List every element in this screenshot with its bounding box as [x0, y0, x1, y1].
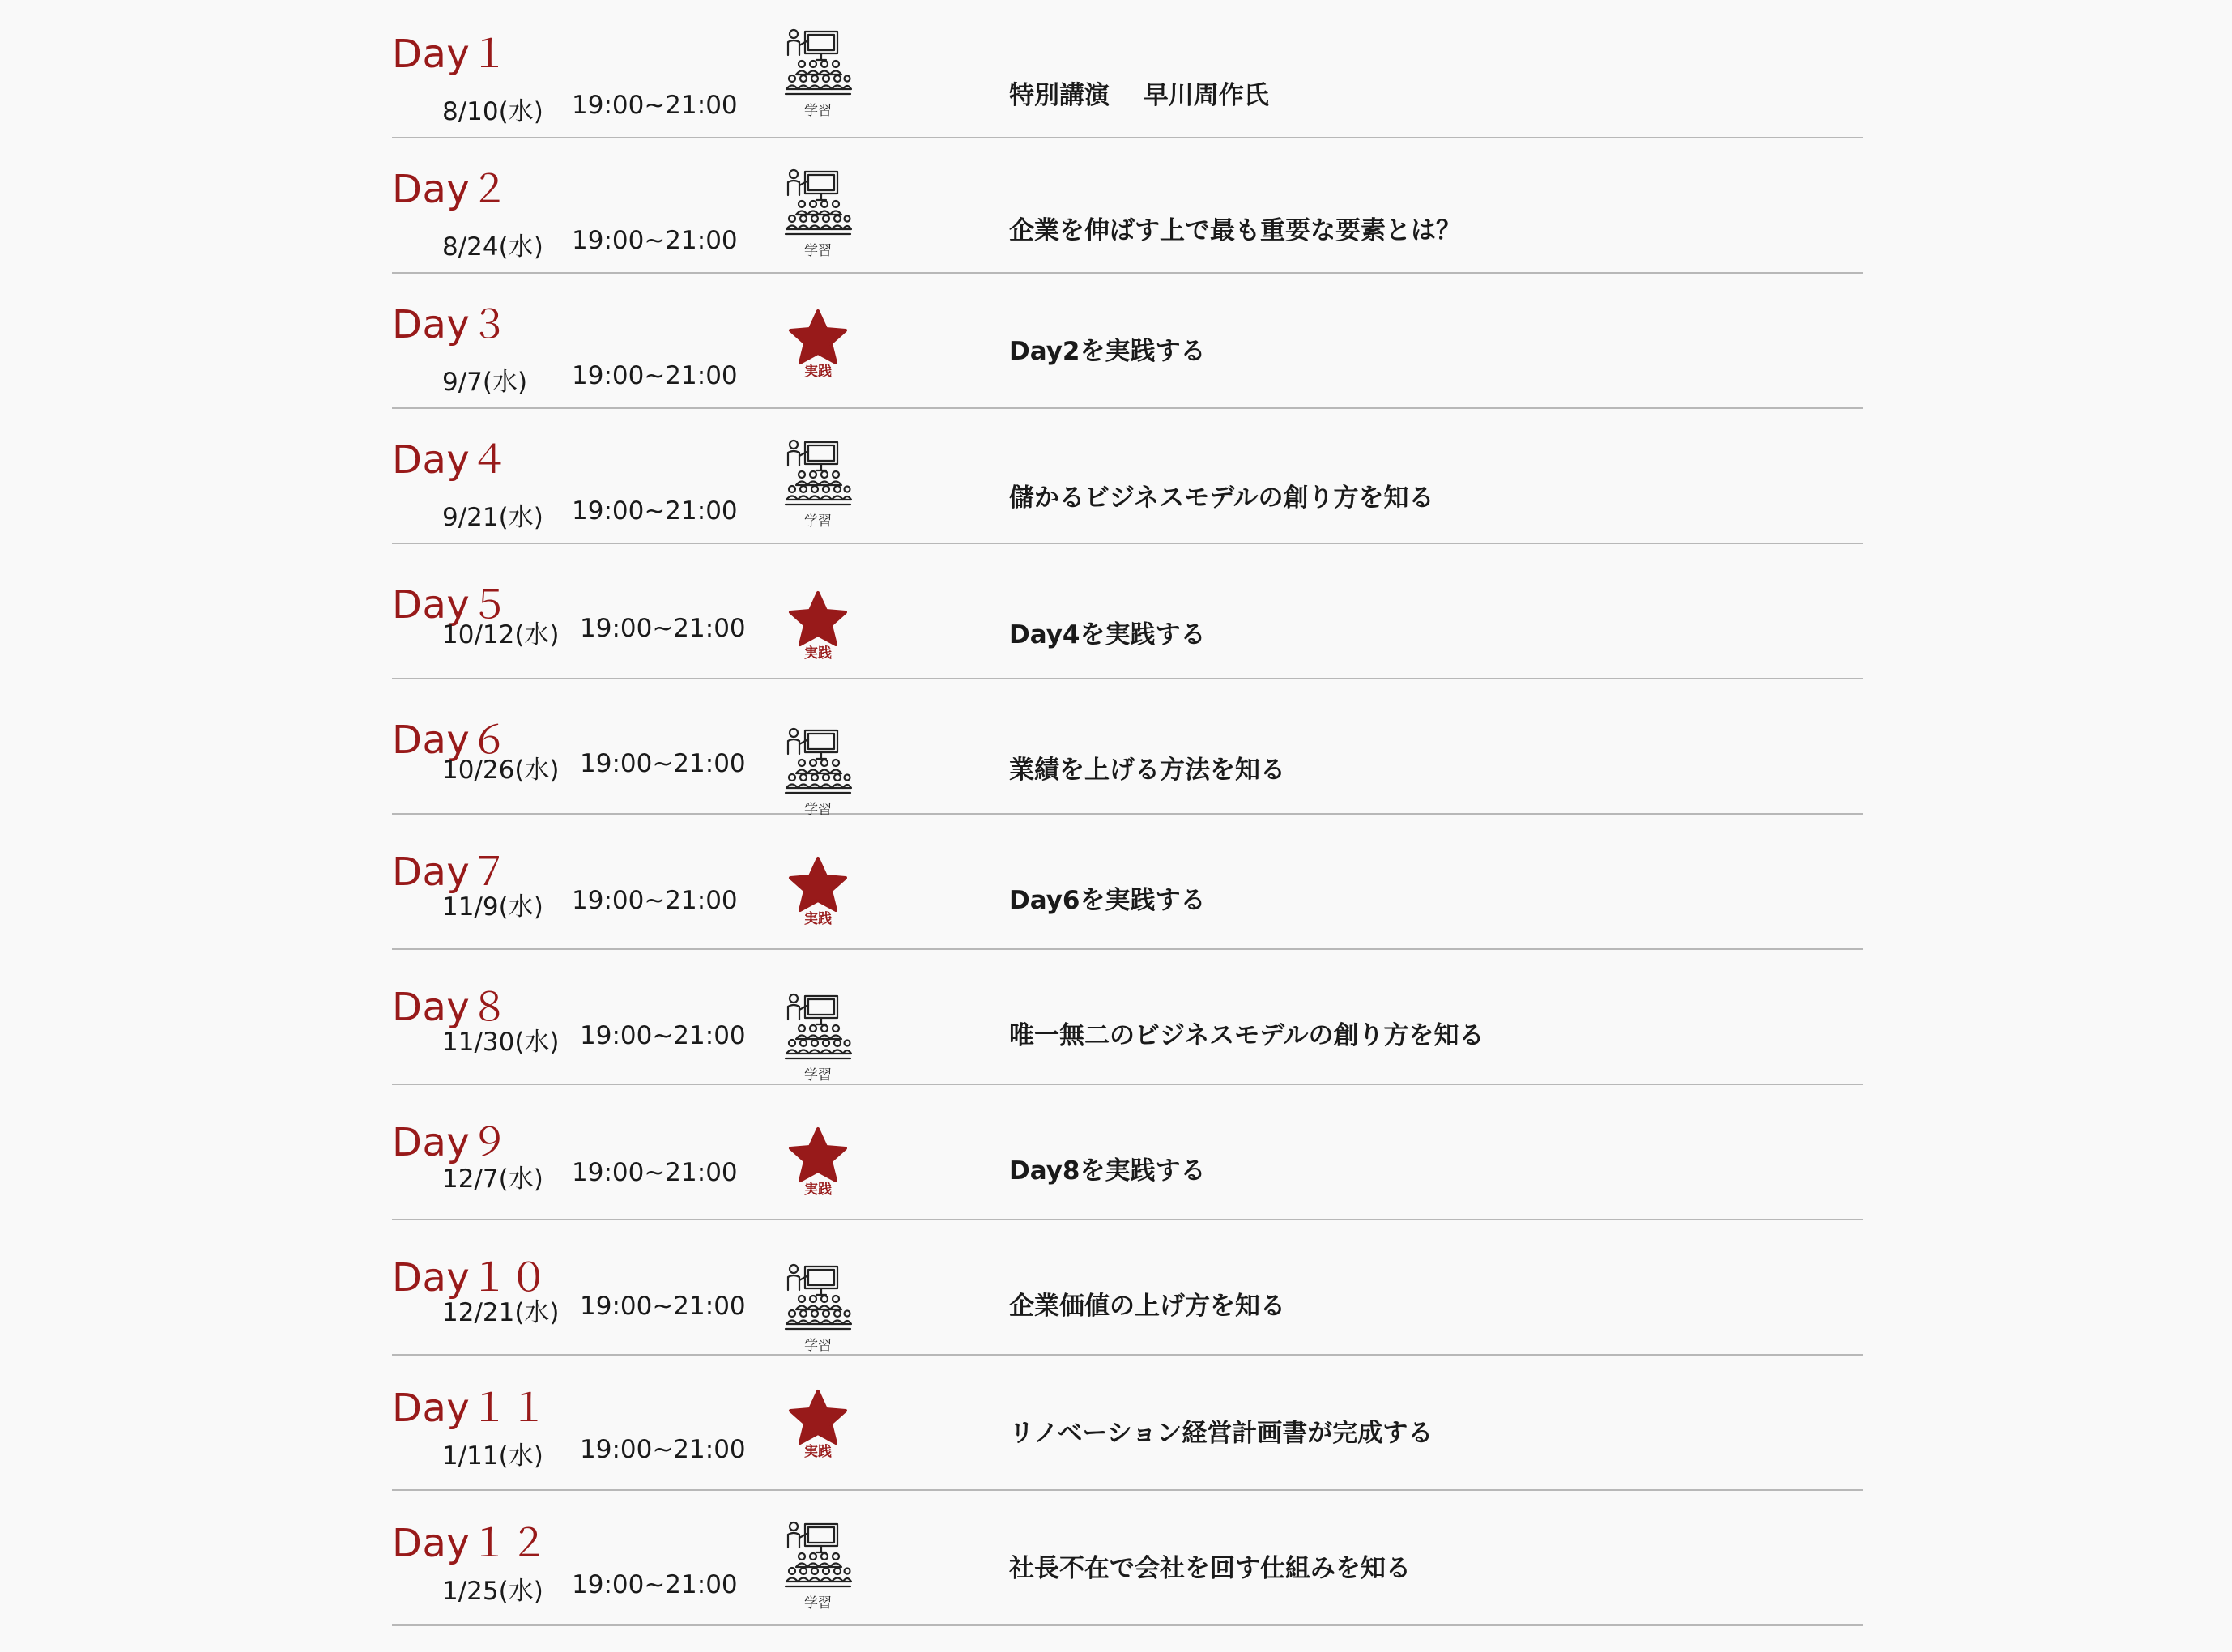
session-topic: 社長不在で会社を回す仕組みを知る [1009, 1554, 1411, 1583]
session-date: 11/30(水) [442, 1028, 560, 1057]
day-title: Day８ [392, 985, 509, 1030]
session-topic: 企業価値の上げ方を知る [1009, 1292, 1285, 1321]
lecture-icon [784, 168, 852, 263]
day-title: Day２ [392, 167, 509, 212]
session-row-3 [392, 274, 1863, 409]
session-topic: Day6を実践する [1009, 886, 1206, 915]
session-topic: リノベーション経営計画書が完成する [1009, 1419, 1433, 1448]
session-row-7 [392, 815, 1863, 950]
schedule-list [392, 3, 1863, 1626]
icon-label-practice: 実践 [804, 1182, 832, 1198]
icon-label-learn: 学習 [804, 1067, 832, 1084]
session-row-8 [392, 950, 1863, 1085]
session-date: 12/21(水) [442, 1298, 560, 1327]
lecture-icon [784, 992, 852, 1088]
session-date: 12/7(水) [442, 1164, 543, 1194]
day-title: Day１ [392, 32, 509, 77]
icon-label-learn: 学習 [804, 513, 832, 530]
icon-label-learn: 学習 [804, 802, 832, 818]
session-time: 19:00~21:00 [580, 1021, 746, 1050]
day-title: Day３ [392, 302, 509, 347]
session-row-4 [392, 409, 1863, 544]
day-title: Day１０ [392, 1255, 549, 1301]
session-date: 11/9(水) [442, 892, 543, 922]
session-date: 1/11(水) [442, 1441, 543, 1471]
day-title: Day５ [392, 582, 509, 628]
icon-label-practice: 実践 [804, 911, 832, 927]
session-time: 19:00~21:00 [572, 91, 738, 120]
lecture-icon [784, 1262, 852, 1358]
day-title: Day９ [392, 1120, 509, 1165]
icon-label-practice: 実践 [804, 645, 832, 662]
session-row-2 [392, 138, 1863, 274]
lecture-icon [784, 1520, 852, 1616]
session-date: 9/21(水) [442, 503, 543, 532]
session-row-1 [392, 3, 1863, 138]
session-date: 1/25(水) [442, 1577, 543, 1606]
session-row-12 [392, 1491, 1863, 1626]
lecture-icon [784, 28, 852, 123]
lecture-icon [784, 726, 852, 822]
session-time: 19:00~21:00 [580, 614, 746, 643]
session-topic: Day2を実践する [1009, 337, 1206, 366]
session-time: 19:00~21:00 [580, 749, 746, 778]
session-date: 10/26(水) [442, 756, 560, 785]
session-time: 19:00~21:00 [572, 226, 738, 255]
session-date: 8/10(水) [442, 97, 543, 126]
star-icon [784, 855, 852, 951]
session-topic: 唯一無二のビジネスモデルの創り方を知る [1009, 1021, 1484, 1050]
icon-label-learn: 学習 [804, 1338, 832, 1354]
session-topic: 業績を上げる方法を知る [1009, 756, 1285, 785]
session-date: 9/7(水) [442, 368, 528, 397]
session-time: 19:00~21:00 [572, 496, 738, 526]
session-row-11 [392, 1356, 1863, 1491]
session-topic: Day8を実践する [1009, 1156, 1206, 1186]
session-row-10 [392, 1220, 1863, 1356]
session-row-5 [392, 544, 1863, 679]
star-icon [784, 590, 852, 685]
session-topic: 特別講演 早川周作氏 [1009, 81, 1269, 110]
session-date: 10/12(水) [442, 620, 560, 649]
session-time: 19:00~21:00 [580, 1435, 746, 1464]
day-title: Day１１ [392, 1386, 549, 1431]
icon-label-learn: 学習 [804, 243, 832, 259]
icon-label-learn: 学習 [804, 103, 832, 119]
day-title: Day１２ [392, 1521, 549, 1566]
icon-label-practice: 実践 [804, 364, 832, 380]
star-icon [784, 1126, 852, 1221]
star-icon [784, 308, 852, 403]
icon-label-practice: 実践 [804, 1444, 832, 1460]
session-time: 19:00~21:00 [572, 1570, 738, 1599]
session-row-6 [392, 679, 1863, 818]
lecture-icon [784, 438, 852, 534]
day-title: Day６ [392, 717, 509, 763]
session-date: 8/24(水) [442, 232, 543, 262]
session-time: 19:00~21:00 [572, 361, 738, 390]
star-icon [784, 1388, 852, 1484]
session-time: 19:00~21:00 [572, 886, 738, 915]
session-time: 19:00~21:00 [572, 1158, 738, 1187]
icon-label-learn: 学習 [804, 1595, 832, 1612]
session-topic: 儲かるビジネスモデルの創り方を知る [1009, 483, 1434, 513]
session-time: 19:00~21:00 [580, 1292, 746, 1321]
session-row-9 [392, 1085, 1863, 1220]
day-title: Day４ [392, 437, 509, 483]
day-title: Day７ [392, 849, 509, 895]
session-topic: 企業を伸ばす上で最も重要な要素とは？ [1009, 216, 1461, 245]
session-topic: Day4を実践する [1009, 620, 1206, 649]
